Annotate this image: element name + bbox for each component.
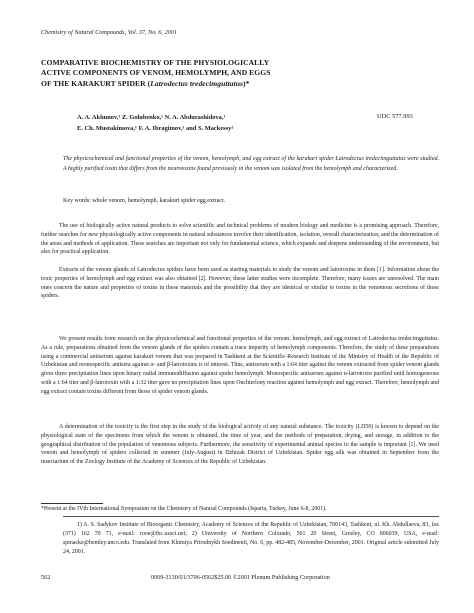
affiliation-divider [63,516,439,517]
title-line-3-start: OF THE KARAKURT SPIDER ( [41,78,151,88]
footnote-divider [41,503,103,504]
journal-header: Chemistry of Natural Compounds, Vol. 37, No. 6, 2001 [41,29,177,36]
body-paragraph-2: Extracts of the venom glands of Latrodectus spiders have been used as starting materials to study the venom and latrotoxins in them [1]. Information about the toxic properties of hemolymph and egg extract was also obtained [2]. However, these latter studies were incomplete. Therefore, many issues are unresolved. The main ones concern the nature and properties of toxins in these materials and the possibility that they are identical or similar to toxins in the venomous secretions of these spiders. [41,267,439,300]
keywords: Key words: whole venom, hemolymph, karakurt spider egg extract. [63,198,226,204]
authors-line-2: E. Ch. Mustakimova,¹ F. A. Ibragimov,¹ and S. Mackessy² [77,124,234,132]
udc-code: UDC 577.993 [377,113,413,120]
body-paragraph-1: The use of biologically active natural products to solve scientific and technical problems of modern biology and medicine is a promising approach. Therefore, further searches for new physiologically active components in natural substances involve their identification, isolation, overall characterization, and the determination of the areas and methods of application. These searches are important not only for fundamental science, which expands and deepens understanding of the environment, but also for practical application. [41,223,439,256]
title-line-2: ACTIVE COMPONENTS OF VENOM, HEMOLYMPH, AND EGGS [41,68,271,78]
copyright-line: 0009-3130/01/3706-0562$25.00 ©2001 Plenum Publishing Corporation [151,574,330,581]
affiliations: 1) A. S. Sadykov Institute of Bioorganic Chemistry, Academy of Sciences of the Republic of Uzbekistan, 700143, Tashkent, ul. Kh. Abdullaeva, 83, fax (371) 162 70 71, e-mail: rooe@ibc.uzsci.net; 2) University of Northern Colorado, 501 20 Street, Greeley, CO 806039, USA, e-mail: spmacke@bentley.unco.edu. Translated from Khimiya Prirodnykh Soedinenii, No. 6, pp. 482-485, November-December, 2001. Original article submitted July 24, 2001. [63,522,439,555]
title-line-3 [41,79,371,89]
author-list [77,113,317,134]
body-paragraph-4: A determination of the toxicity is the first step in the study of the biological activity of any natural substance. The toxicity (LD50) is known to depend on the physiological state of the specimens from which the venom is obtained, the time of year, and the methods of preparation, drying, and storage, in addition to the geographical distribution of the population of venomous subjects. Furthermore, the sensitivity of experimental animal species to the sample is important [1]. We used venom and hemolymph of spiders collected in summer (July-August) in Dzhizak District of Uzbekistan. Spider egg silk was obtained in September from the insectarium of the Zoology Institute of the Academy of Sciences of the Republic of Uzbekistan. [41,424,439,465]
title-line-1: COMPARATIVE BIOCHEMISTRY OF THE PHYSIOLOGICALLY [41,58,270,67]
title-line-3-end: )* [242,78,250,88]
species-name: Latrodectus tredecimguttatus [150,78,243,88]
authors-line-1: A. A. Akhunov,¹ Z. Golubenko,¹ N. A. Abdurashidova,¹ [77,114,226,121]
abstract: The physicochemical and functional properties of the venom, hemolymph, and egg extract of the karakurt spider Latrodectus tredecimguttatus were studied. A highly purified toxin that differs from the neurotoxins found previously in the venom was isolated from the hemolymph and characterized. [63,156,439,172]
body-paragraph-3: We present results from research on the physicochemical and functional properties of the venom, hemolymph, and egg extract of Latrodectus tredecimguttatus. As a rule, preparations obtained from the venom glands of the spiders contain a trace impurity of hemolymph components. Therefore, the study of these preparations using a commercial antiserum against karakurt venom that was prepared in Tashkent at the Scientific-Research Institute of the Ministry of Health of the Republic of Uzbekistan and monospecific antisera against α- and β-latrotoxins is of interest. Thus, antiserum with a 1:64 titer against the venom extracted from spider venom glands gives three precipitation lines upon binary radial immunodiffusion against spider hemolymph. Monospecific antiserum against α-latrotoxin purified until homogeneous with a 1:64 titer and β-latrotoxin with a 1:32 titer gave no precipitation lines upon Ouchterlony reaction against hemolymph and egg extract. Therefore, hemolymph and egg extract contain toxins different from those of spider venom glands. [41,336,439,395]
page-number: 562 [41,574,51,581]
article-title [41,58,371,89]
footnote: *Present at the IVth International Symposium on the Chemistry of Natural Compounds (Isparta, Turkey, June 6-8, 2001). [41,506,327,512]
